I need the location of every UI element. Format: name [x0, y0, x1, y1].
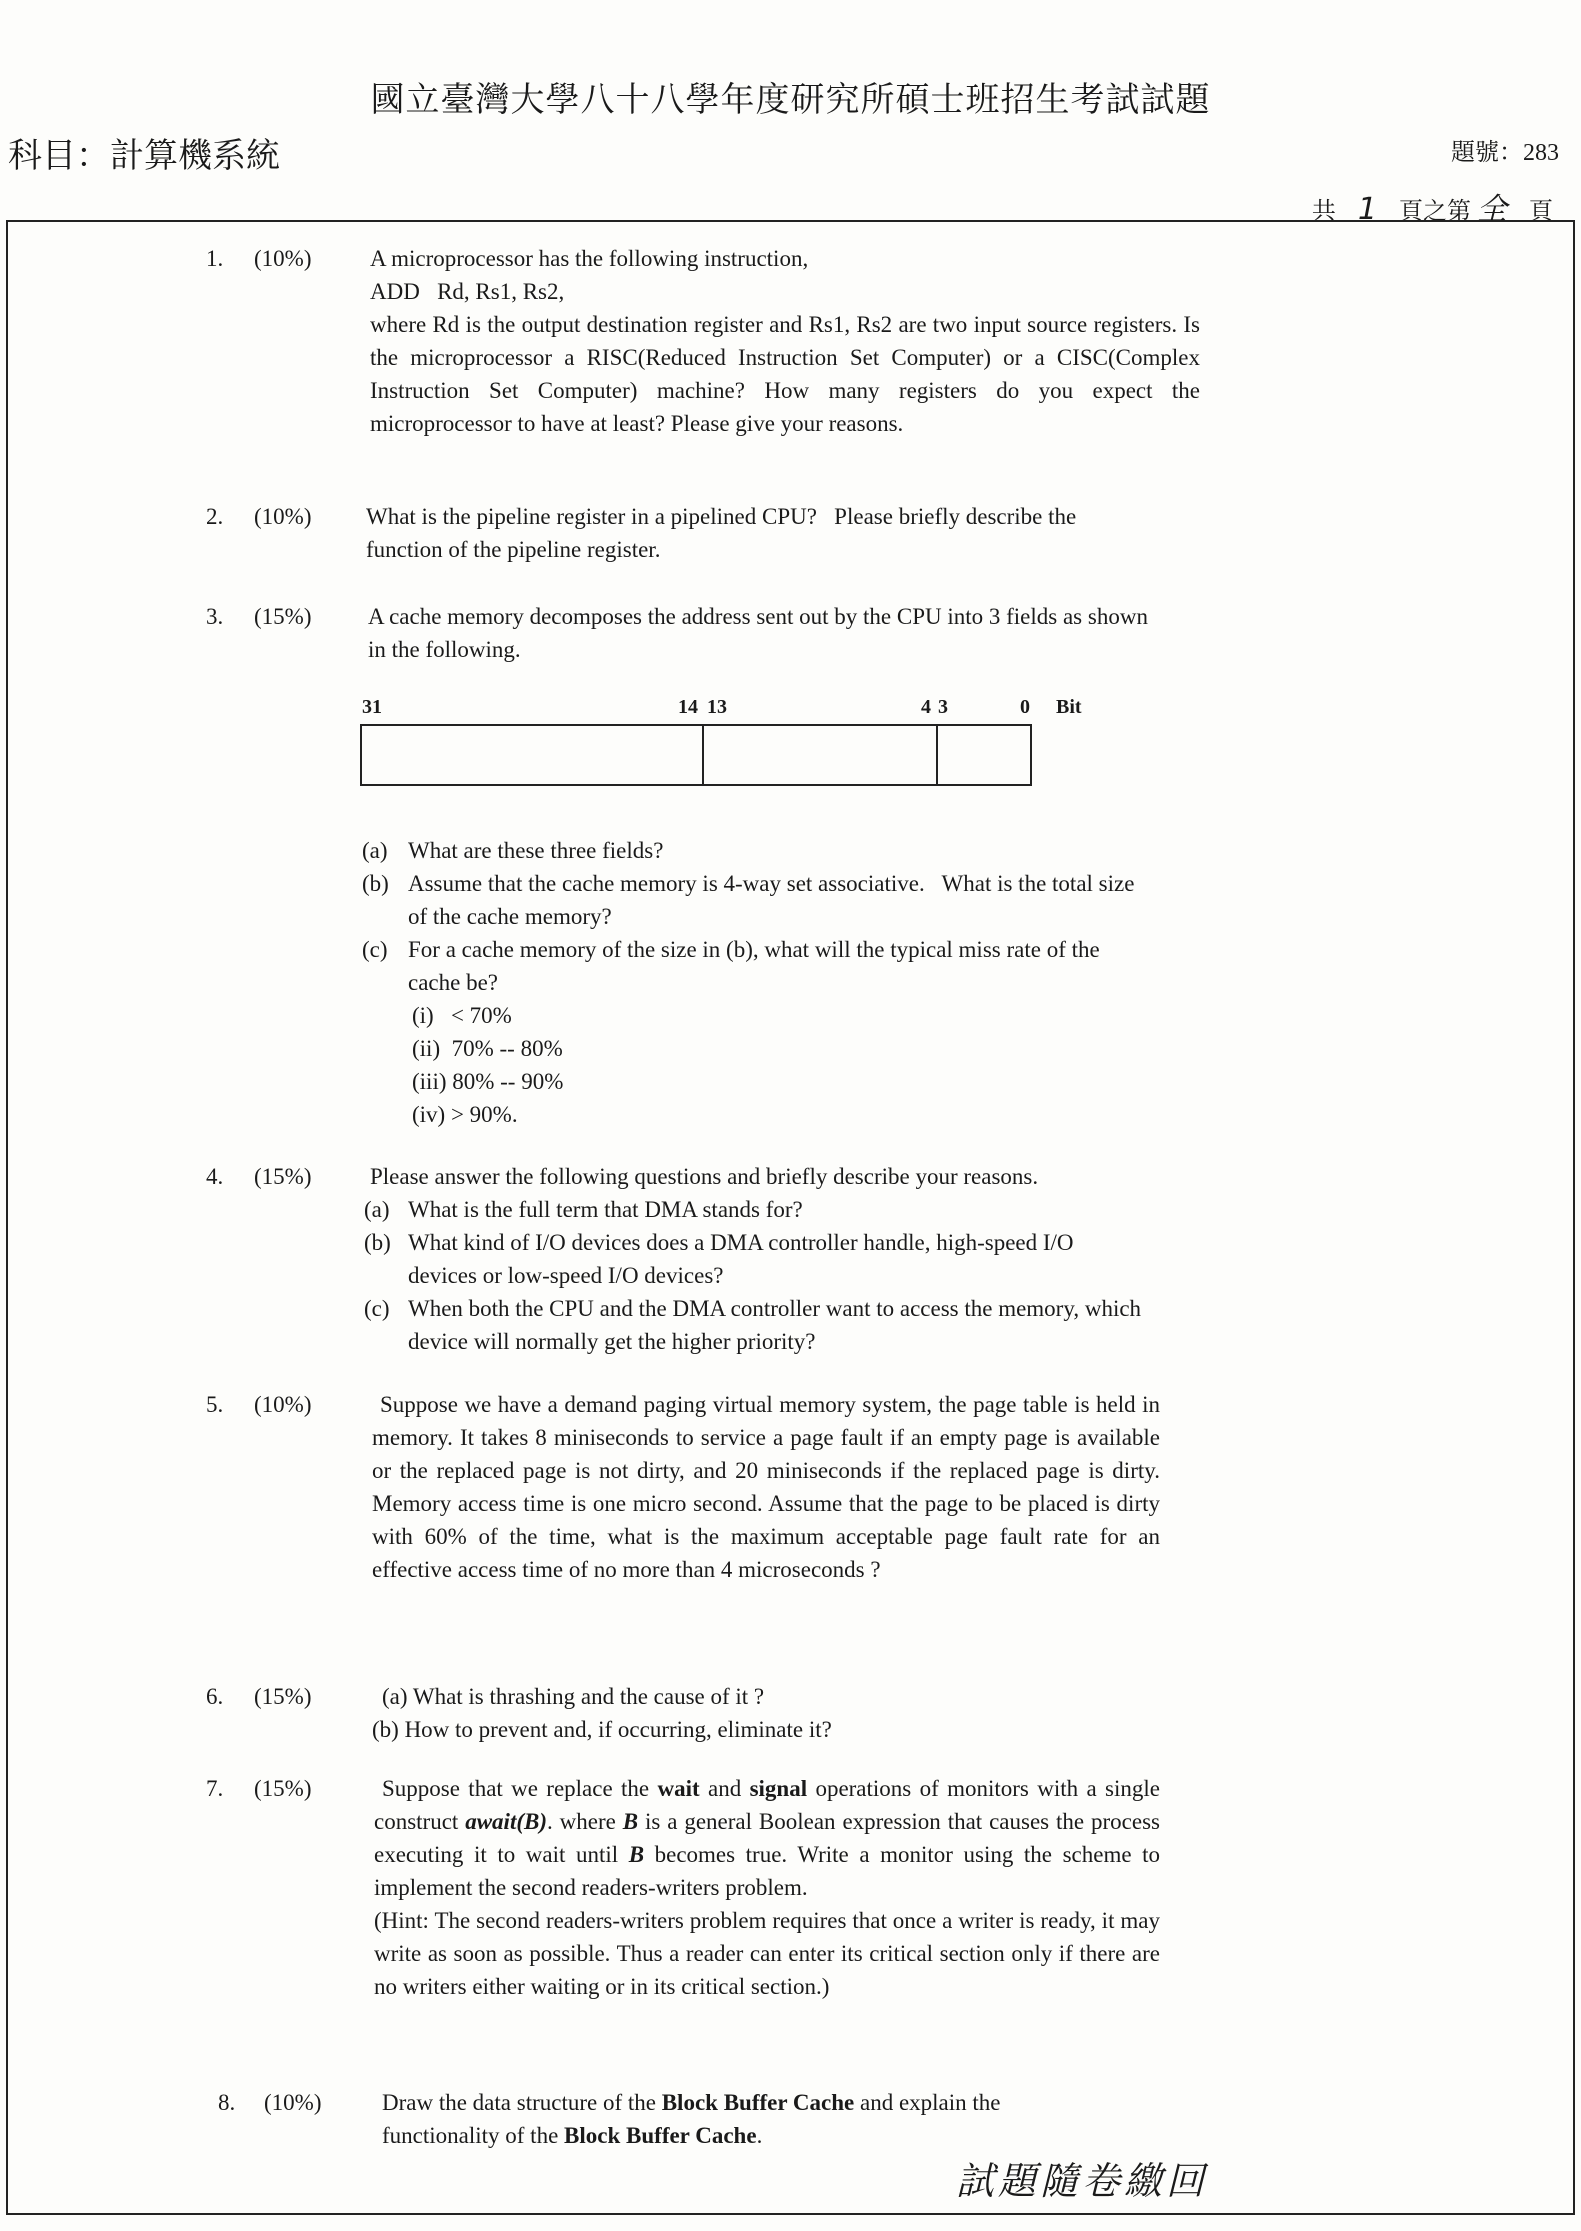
bit-label: 4	[921, 696, 931, 718]
term-block-buffer-cache: Block Buffer Cache	[661, 2090, 855, 2115]
address-field-diagram	[360, 696, 1080, 796]
offset-field-box	[936, 724, 1032, 786]
question-text: where Rd is the output destination register and Rs1, Rs2 are two input source registers. Is the microprocessor a RISC(Reduced Instruction Set Computer) or a CISC(Complex Instruction Set Computer) machine? How many registers do you expect the microprocessor to have at least? Please give your reasons.	[370, 312, 1200, 436]
bit-label: 14	[678, 696, 698, 718]
question-points: (10%)	[254, 1392, 312, 1417]
option-item: (iv) > 90%.	[412, 1102, 518, 1127]
question-text: A microprocessor has the following instruction,	[370, 246, 809, 271]
sub-text: What are these three fields?	[408, 838, 664, 863]
question-points: (15%)	[254, 1164, 312, 1189]
sub-question	[362, 933, 1152, 999]
question-number-label: 1.	[206, 246, 224, 271]
question-number-label: 6.	[206, 1684, 224, 1709]
keyword-wait: wait	[657, 1776, 700, 1801]
question-number-label: 3.	[206, 604, 224, 629]
question-number-label: 2.	[206, 504, 224, 529]
tag-field-box	[360, 724, 702, 786]
sub-label: (a)	[362, 838, 388, 863]
miss-rate-options	[362, 999, 1152, 1131]
term-block-buffer-cache: Block Buffer Cache	[564, 2123, 757, 2148]
question-text: A cache memory decomposes the address sent out by the CPU into 3 fields as shown in the following.	[368, 604, 1148, 662]
question-points: (15%)	[254, 1776, 312, 1801]
question-text: Suppose that we replace the wait and signal operations of monitors with a single construct await(B). where B is a general Boolean expression that causes the process executing it to wait until B becomes true. Write a monitor using the scheme to implement the second readers-writers problem.	[374, 1776, 1160, 1900]
question-points: (15%)	[254, 1684, 312, 1709]
page-current: 全	[1477, 192, 1507, 227]
bit-label: 13	[707, 696, 727, 718]
instruction-line: ADD Rd, Rs1, Rs2,	[370, 279, 565, 304]
sub-text: Assume that the cache memory is 4-way set associative. What is the total size of the cache memory?	[408, 871, 1141, 929]
sub-label: (b)	[364, 1230, 391, 1255]
question-number: 題號：283	[1451, 140, 1559, 166]
question-number-label: 5.	[206, 1392, 224, 1417]
keyword-b: B	[622, 1809, 639, 1834]
sub-question	[364, 1292, 1158, 1358]
bit-label: 3	[938, 696, 948, 718]
index-field-box	[702, 724, 936, 786]
keyword-b: B	[628, 1842, 645, 1867]
question-number-label: 8.	[218, 2090, 236, 2115]
sub-text: (b) How to prevent and, if occurring, eliminate it?	[372, 1717, 832, 1742]
hint-text: (Hint: The second readers-writers problem requires that once a writer is ready, it may write as soon as possible. Thus a reader can enter its critical section only if there are no writers either waiting or in its critical section.)	[374, 1908, 1160, 1999]
page-total: 1	[1357, 192, 1377, 227]
question-points: (10%)	[264, 2090, 322, 2115]
sub-text: What is the full term that DMA stands for?	[408, 1197, 803, 1222]
sub-label: (a)	[364, 1197, 390, 1222]
sub-label: (c)	[364, 1296, 390, 1321]
bit-label: 0	[1020, 696, 1030, 718]
option-item: (i) < 70%	[412, 1003, 512, 1028]
return-with-answer-sheet-stamp: 試題隨卷繳回	[956, 2159, 1209, 2203]
exam-title: 國立臺灣大學八十八學年度研究所碩士班招生考試試題	[370, 82, 1211, 119]
sub-question	[364, 1226, 1138, 1292]
sub-label: (c)	[362, 937, 388, 962]
bit-label: 31	[362, 696, 382, 718]
option-item: (ii) 70% -- 80%	[412, 1036, 563, 1061]
question-points: (10%)	[254, 504, 312, 529]
question-text: Suppose we have a demand paging virtual memory system, the page table is held in memory. It takes 8 miniseconds to service a page fault if an empty page is available or the replaced page is not dirty, and 20 miniseconds if the replaced page is dirty. Memory access time is one micro second. Assume that the page to be placed is dirty with 60% of the time, what is the maximum acceptable page fault rate for an effective access time of no more than 4 microseconds ?	[372, 1392, 1160, 1582]
question-number-label: 7.	[206, 1776, 224, 1801]
question-number-label: 4.	[206, 1164, 224, 1189]
option-item: (iii) 80% -- 90%	[412, 1069, 564, 1094]
sub-text: (a) What is thrashing and the cause of it ?	[382, 1684, 765, 1709]
question-points: (10%)	[254, 246, 312, 271]
keyword-await: await(B)	[465, 1809, 547, 1834]
subject-label: 科目：計算機系統	[8, 138, 280, 175]
sub-label: (b)	[362, 871, 389, 896]
keyword-signal: signal	[749, 1776, 808, 1801]
bit-unit-label: Bit	[1056, 696, 1082, 718]
sub-question	[362, 867, 1152, 933]
sub-question	[364, 1193, 1168, 1226]
sub-question	[362, 834, 1152, 867]
question-text: Please answer the following questions and briefly describe your reasons.	[370, 1164, 1039, 1189]
page-suffix: 頁	[1529, 199, 1553, 225]
sub-text: For a cache memory of the size in (b), what will the typical miss rate of the cache be?	[408, 937, 1100, 995]
question-text: What is the pipeline register in a pipelined CPU? Please briefly describe the function of the pipeline register.	[366, 504, 1082, 562]
page-prefix: 共	[1311, 199, 1336, 225]
page-middle: 頁之第	[1399, 199, 1471, 225]
sub-text: When both the CPU and the DMA controller want to access the memory, which device will normally get the higher priority?	[408, 1296, 1142, 1354]
sub-text: What kind of I/O devices does a DMA controller handle, high-speed I/O devices or low-speed I/O devices?	[408, 1230, 1074, 1288]
question-points: (15%)	[254, 604, 312, 629]
question-text: Draw the data structure of the Block Buffer Cache and explain the functionality of the Block Buffer Cache.	[382, 2090, 1001, 2148]
